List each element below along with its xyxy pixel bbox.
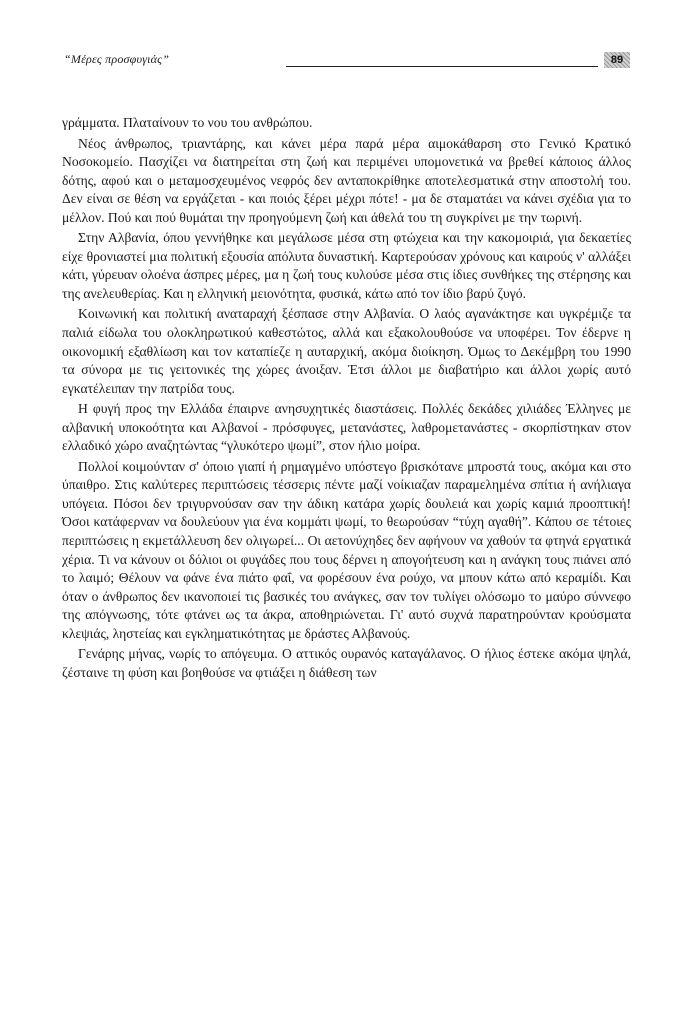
paragraph: Κοινωνική και πολιτική αναταραχή ξέσπασε στην Αλβανία. Ο λαός αγανάκτησε και υγκρέμιζε τα παλιά είδωλα του ολοκληρωτικού καθεστώτος, αλλά και εξακολουθούσε να υποφέρει. Τον έδερνε η οικονομική εξαθλίωση και τον καταπίεζε η αυταρχική, ακόμα διοίκηση. Όμως το Δεκέμβρη του 1990 τα σύνορα με τις γειτονικές της χώρες άνοιξαν. Έτσι άλλοι με διαβατήριο και άλλοι χωρίς αυτό εγκατέλειπαν την πατρίδα τους.: [62, 306, 631, 396]
running-title: “Μέρες προσφυγιάς”: [64, 52, 170, 66]
paragraph: Στην Αλβανία, όπου γεννήθηκε και μεγάλωσε μέσα στη φτώχεια και την κακομοιριά, για δεκαετίες είχε θρονιαστεί μια πολιτική εξουσία απόλυτα δυναστική. Καρτερούσαν χρόνους και καιρούς ν' αλλάξει κάτι, γύρευαν ολοένα άσπρες μέρες, μα η ζωή τους κυλούσε μέσα στις ίδιες συνθήκες της στέρησης και της ανελευθερίας. Και η ελληνική μειονότητα, φυσικά, κάτω από τον ίδιο βαρύ ζυγό.: [62, 230, 631, 301]
page-header: [64, 48, 630, 72]
page-number: 89: [604, 52, 630, 68]
paragraph: Γενάρης μήνας, νωρίς το απόγευμα. Ο αττικός ουρανός καταγάλανος. Ο ήλιος έστεκε ακόμα ψηλά, ζέσταινε τη φύση και βοηθούσε να φτιάξει η διάθεση των: [62, 646, 631, 680]
paragraph: Πολλοί κοιμούνταν σ' όποιο γιαπί ή ρημαγμένο υπόστεγο βρισκότανε μπροστά τους, ακόμα και στο ύπαιθρο. Στις καλύτερες περιπτώσεις τέσσερις πέντε μαζί νοίκιαζαν παραμελημένα σπίτια ή ανήλιαγα υπόγεια. Πόσοι δεν τριγυρνούσαν σαν την άδικη κατάρα χωρίς δουλειά και χωρίς καμιά προοπτική! Όσοι κατάφερναν να δουλεύουν για ένα κομμάτι ψωμί, το θεωρούσαν “τύχη αγαθή”. Κάπου σε τέτοιες περιπτώσεις η εκμετάλλευση δεν ολιγωρεί... Οι αετονύχηδες δεν αφήνουν να χαθούν τα φτηνά εργατικά χέρια. Τι να κάνουν οι δόλιοι οι φυγάδες που τους δέρνει η απογοήτευση και η ανάγκη τους πιάνει από το λαιμό; Θέλουν να φάνε ένα πιάτο φαΐ, να φορέσουν ένα ρούχο, να μπουν κάτω από κεραμίδι. Και όταν ο άνθρωπος δεν ικανοποιεί τις βασικές του ανάγκες, σαν τον τυλίγει ολόσωμο το μαύρο σύννεφο της απόγνωσης, τότε φτάνει ως τα άκρα, αποθηριώνεται. Γι' αυτό συχνά παρατηρούνταν κρούσματα κλεψιάς, ληστείας και εγκληματικότητας με δράστες Αλβανούς.: [62, 458, 631, 641]
body-text: [62, 114, 631, 682]
header-rule: [286, 66, 598, 67]
paragraph: Νέος άνθρωπος, τριαντάρης, και κάνει μέρα παρά μέρα αιμοκάθαρση στο Γενικό Κρατικό Νοσοκομείο. Πασχίζει να διατηρείται στη ζωή και περιμένει υπομονετικά να βρεθεί κάποιος άλλος δότης, αφού και ο μεταμοσχευμένος νεφρός δεν ανταποκρίθηκε αποτελεσματικά στην αποστολή του. Δεν είναι σε θέση να εργάζεται - και ποιός ξέρει μέχρι πότε! - μα δε σταματάει να κάνει σχέδια για το μέλλον. Πού και πού θυμάται την προηγούμενη ζωή και άθελά του τη συγκρίνει με την τωρινή.: [62, 135, 631, 225]
paragraph: Η φυγή προς την Ελλάδα έπαιρνε ανησυχητικές διαστάσεις. Πολλές δεκάδες χιλιάδες Έλληνες με αλβανική υποκοότητα και Αλβανοί - πρόσφυγες, μετανάστες, λαθρομετανάστες - σκορπίστηκαν στον ελλαδικό χώρο αναζητώντας “γλυκότερο ψωμί”, στον ήλιο μοίρα.: [62, 401, 631, 454]
paragraph-continuation: γράμματα. Πλαταίνουν το νου του ανθρώπου.: [62, 115, 313, 130]
